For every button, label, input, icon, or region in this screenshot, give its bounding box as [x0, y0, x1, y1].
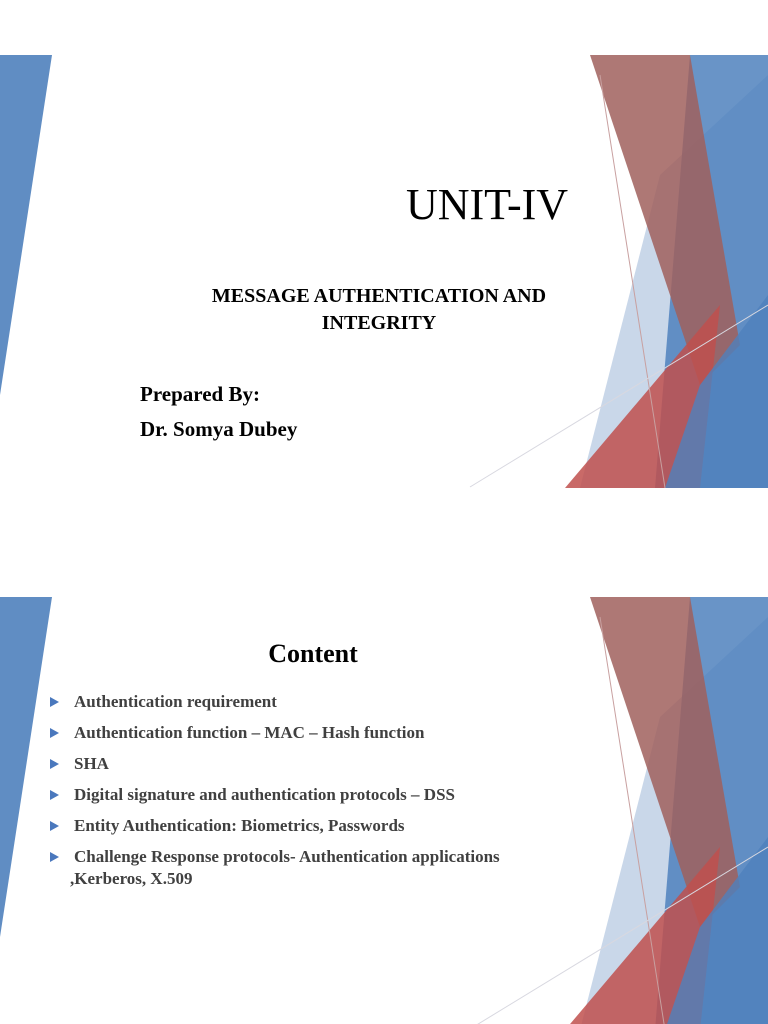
list-item: [48, 784, 568, 806]
list-item-text: Challenge Response protocols- Authentication applications: [74, 847, 500, 866]
list-item: [48, 753, 568, 775]
content-slide: [0, 597, 768, 1024]
prepared-by-label: Prepared By:: [140, 382, 260, 406]
title-slide: [0, 55, 768, 488]
list-item: [48, 815, 568, 837]
list-item-text: Authentication requirement: [74, 692, 277, 711]
bullet-arrow-icon: [50, 759, 59, 769]
bullet-arrow-icon: [50, 852, 59, 862]
list-item: [48, 722, 568, 744]
list-item-text: Entity Authentication: Biometrics, Passwords: [74, 816, 405, 835]
list-item-text: Digital signature and authentication protocols – DSS: [74, 785, 455, 804]
list-item-continuation: ,Kerberos, X.509: [70, 869, 193, 888]
list-item-text: Authentication function – MAC – Hash function: [74, 723, 425, 742]
author-block: [140, 377, 297, 447]
content-list: [48, 691, 568, 899]
left-blue-shape: [0, 55, 52, 395]
bullet-arrow-icon: [50, 790, 59, 800]
slide-title: UNIT-IV: [405, 180, 569, 229]
bullet-arrow-icon: [50, 821, 59, 831]
slide-decoration: [0, 55, 768, 488]
author-name: Dr. Somya Dubey: [140, 417, 298, 441]
left-blue-shape: [0, 597, 52, 937]
slide-subtitle: MESSAGE AUTHENTICATION AND INTEGRITY: [211, 285, 547, 334]
list-item: [48, 846, 568, 890]
list-item-text: SHA: [74, 754, 109, 773]
bullet-arrow-icon: [50, 697, 59, 707]
content-title: Content: [268, 639, 358, 668]
list-item: [48, 691, 568, 713]
bullet-arrow-icon: [50, 728, 59, 738]
